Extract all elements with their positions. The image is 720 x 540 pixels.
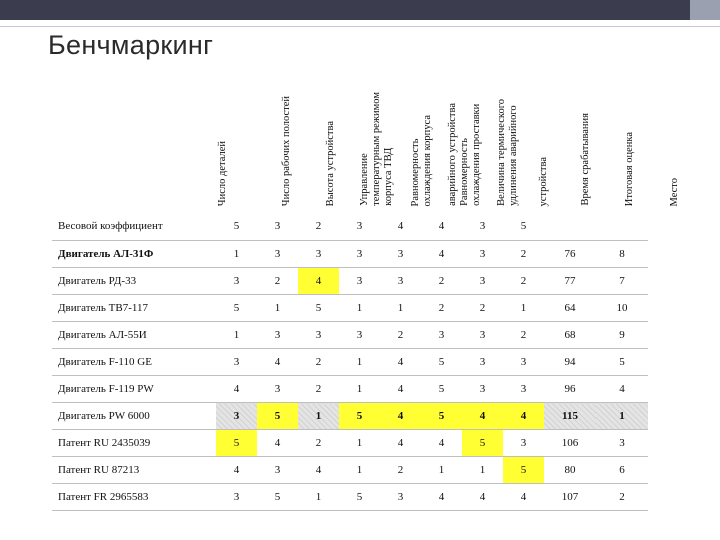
column-header-label: Высота устройства <box>325 120 336 206</box>
table-cell: 106 <box>544 430 596 457</box>
weight-cell: 2 <box>298 212 339 241</box>
column-header-1 <box>198 58 248 208</box>
table-cell: 2 <box>503 322 544 349</box>
row-label: Двигатель РД-33 <box>52 268 216 295</box>
table-cell: 3 <box>462 322 503 349</box>
table-cell: 3 <box>339 241 380 268</box>
table-cell: 3 <box>503 376 544 403</box>
table-cell: 3 <box>339 268 380 295</box>
column-header-9 <box>560 58 612 208</box>
table-cell: 2 <box>380 457 421 484</box>
table-cell: 115 <box>544 403 596 430</box>
table-cell: 5 <box>216 295 257 322</box>
top-bar-corner <box>690 0 720 20</box>
table-cell: 3 <box>257 322 298 349</box>
table-cell: 3 <box>421 322 462 349</box>
table-cell: 1 <box>298 403 339 430</box>
top-bar <box>0 0 690 20</box>
table-cell: 3 <box>380 484 421 511</box>
table-cell: 5 <box>421 376 462 403</box>
table-row <box>52 241 648 268</box>
column-header-label: Время срабатывания <box>580 113 591 206</box>
table-cell: 2 <box>257 268 298 295</box>
table-cell: 64 <box>544 295 596 322</box>
table-row <box>52 484 648 511</box>
table-cell: 10 <box>596 295 648 322</box>
table-cell: 68 <box>544 322 596 349</box>
column-header-label: Место <box>669 177 680 206</box>
table-cell: 1 <box>421 457 462 484</box>
table-cell: 3 <box>216 484 257 511</box>
table-cell: 76 <box>544 241 596 268</box>
table-cell: 5 <box>298 295 339 322</box>
table-cell: 77 <box>544 268 596 295</box>
table-cell: 4 <box>216 376 257 403</box>
weight-cell <box>544 212 596 241</box>
row-label: Патент RU 2435039 <box>52 430 216 457</box>
table-cell: 4 <box>380 430 421 457</box>
table-cell: 1 <box>339 295 380 322</box>
row-label: Двигатель ТВ7-117 <box>52 295 216 322</box>
table-row <box>52 403 648 430</box>
table-cell: 3 <box>257 457 298 484</box>
table-cell: 5 <box>596 349 648 376</box>
weight-cell: 5 <box>216 212 257 241</box>
table-cell: 5 <box>339 484 380 511</box>
table-row <box>52 430 648 457</box>
table-cell: 4 <box>257 349 298 376</box>
column-header-label: аварийного устройства Равномерность охлаждения проставки <box>447 103 482 206</box>
table-cell: 5 <box>462 430 503 457</box>
row-label: Двигатель АЛ-55И <box>52 322 216 349</box>
table-cell: 8 <box>596 241 648 268</box>
table-cell: 2 <box>298 376 339 403</box>
table-cell: 4 <box>421 430 462 457</box>
table-cell: 3 <box>298 241 339 268</box>
table-cell: 2 <box>380 322 421 349</box>
column-header-2 <box>263 58 311 208</box>
table-cell: 3 <box>462 268 503 295</box>
weight-cell: 3 <box>257 212 298 241</box>
table-cell: 1 <box>380 295 421 322</box>
table-cell: 1 <box>339 376 380 403</box>
table-row <box>52 349 648 376</box>
weight-cell: 4 <box>380 212 421 241</box>
column-header-3 <box>310 58 352 208</box>
table-cell: 2 <box>596 484 648 511</box>
table-cell: 1 <box>257 295 298 322</box>
table-cell: 4 <box>298 457 339 484</box>
table-cell: 3 <box>380 268 421 295</box>
weight-cell: 5 <box>503 212 544 241</box>
table-cell: 107 <box>544 484 596 511</box>
column-header-label: Число рабочих полостей <box>281 95 292 206</box>
table-cell: 4 <box>503 403 544 430</box>
row-label: Двигатель PW 6000 <box>52 403 216 430</box>
table-cell: 2 <box>298 349 339 376</box>
table-cell: 7 <box>596 268 648 295</box>
table-cell: 5 <box>503 457 544 484</box>
table-cell: 2 <box>421 268 462 295</box>
row-label: Патент FR 2965583 <box>52 484 216 511</box>
divider <box>0 26 720 27</box>
row-label: Двигатель F-119 PW <box>52 376 216 403</box>
table-cell: 3 <box>503 349 544 376</box>
column-header-label: Величина термического удлинения аварийного <box>496 99 519 206</box>
table-row <box>52 268 648 295</box>
table-cell: 1 <box>596 403 648 430</box>
table-cell: 80 <box>544 457 596 484</box>
table-cell: 4 <box>421 241 462 268</box>
table-cell: 1 <box>339 457 380 484</box>
weight-cell: 3 <box>339 212 380 241</box>
table-cell: 3 <box>216 349 257 376</box>
table-cell: 1 <box>462 457 503 484</box>
table-cell: 5 <box>216 430 257 457</box>
column-header-label: Итоговая оценка <box>624 131 635 206</box>
column-header-8 <box>528 58 560 208</box>
column-header-label: Число деталей <box>217 140 228 206</box>
table-row <box>52 322 648 349</box>
table-cell: 4 <box>462 403 503 430</box>
table-cell: 2 <box>421 295 462 322</box>
table-cell: 5 <box>421 403 462 430</box>
table-row <box>52 295 648 322</box>
table-cell: 1 <box>216 241 257 268</box>
table-cell: 4 <box>257 430 298 457</box>
table-row <box>52 457 648 484</box>
table-row <box>52 376 648 403</box>
column-header-11 <box>652 58 698 208</box>
page-title: Бенчмаркинг <box>48 30 214 60</box>
column-header-4 <box>352 58 402 208</box>
table-cell: 1 <box>339 430 380 457</box>
table-cell: 2 <box>503 268 544 295</box>
table-cell: 4 <box>596 376 648 403</box>
table-cell: 4 <box>421 484 462 511</box>
table-cell: 5 <box>257 484 298 511</box>
table-cell: 5 <box>339 403 380 430</box>
table-cell: 3 <box>216 268 257 295</box>
table-cell: 2 <box>503 241 544 268</box>
table-cell: 3 <box>298 322 339 349</box>
table-cell: 3 <box>596 430 648 457</box>
table-cell: 4 <box>503 484 544 511</box>
table-cell: 4 <box>298 268 339 295</box>
row-label: Весовой коэффициент <box>52 212 216 241</box>
table-cell: 4 <box>462 484 503 511</box>
table-cell: 1 <box>339 349 380 376</box>
column-header-label: Управление температурным режимом корпуса ТВД <box>359 92 394 206</box>
weight-cell: 4 <box>421 212 462 241</box>
table-cell: 4 <box>380 376 421 403</box>
table-cell: 6 <box>596 457 648 484</box>
table-cell: 94 <box>544 349 596 376</box>
row-label: Двигатель АЛ-31Ф <box>52 241 216 268</box>
table-cell: 1 <box>298 484 339 511</box>
table-cell: 2 <box>462 295 503 322</box>
table-cell: 3 <box>216 403 257 430</box>
table-cell: 96 <box>544 376 596 403</box>
weight-cell: 3 <box>462 212 503 241</box>
table-cell: 3 <box>339 322 380 349</box>
row-label: Патент RU 87213 <box>52 457 216 484</box>
table-cell: 3 <box>462 349 503 376</box>
column-header-10 <box>612 58 648 208</box>
weight-cell <box>596 212 648 241</box>
column-header-6 <box>442 58 488 208</box>
table-cell: 3 <box>257 376 298 403</box>
table-cell: 9 <box>596 322 648 349</box>
table-cell: 1 <box>503 295 544 322</box>
table-cell: 3 <box>380 241 421 268</box>
table-cell: 4 <box>380 349 421 376</box>
table-cell: 5 <box>421 349 462 376</box>
table-cell: 5 <box>257 403 298 430</box>
column-header-label: устройства <box>538 156 549 206</box>
table-cell: 1 <box>216 322 257 349</box>
table-cell: 3 <box>462 376 503 403</box>
column-header-label: Равномерность охлаждения корпуса <box>410 114 433 206</box>
weight-row <box>52 212 648 241</box>
benchmark-table <box>52 212 648 511</box>
row-label: Двигатель F-110 GE <box>52 349 216 376</box>
table-cell: 4 <box>380 403 421 430</box>
table-cell: 3 <box>503 430 544 457</box>
table-cell: 3 <box>257 241 298 268</box>
column-header-7 <box>488 58 528 208</box>
table-cell: 4 <box>216 457 257 484</box>
column-header-5 <box>402 58 442 208</box>
table-cell: 3 <box>462 241 503 268</box>
table-cell: 2 <box>298 430 339 457</box>
